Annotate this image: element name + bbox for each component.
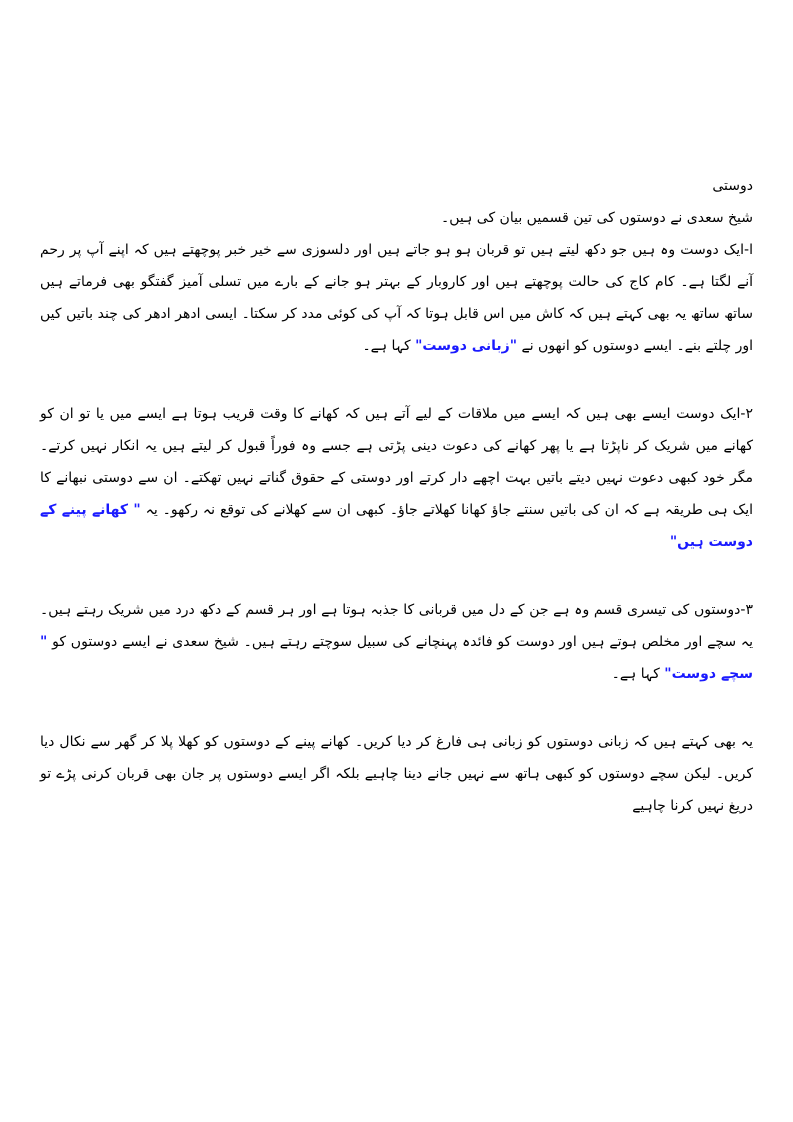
paragraph-2-text: ۲-ایک دوست ایسے بھی ہیں کہ ایسے میں ملاقات کے لیے آتے ہیں کہ کھانے کا وقت قریب ہوتا ہے ایسے میں یا تو ان کو کھانے میں شریک کر ناپڑتا ہے یا پھر کھانے کی دعوت دینی پڑتی ہے جسے وہ فوراً قبول کر لیتے ہیں یہ انکار نہیں کرتے۔ مگر خود کبھی دعوت نہیں دیتے باتیں بہت اچھے دار کرتے اور دوستی کے حقوق گناتے نہیں تھکتے۔ ان سے دوستی نبھانے کا ایک ہی طریقہ ہے کہ ان کی باتیں سنتے جاؤ کھانا کھلاتے جاؤ۔ کبھی ان سے کھلانے کی توقع نہ رکھو۔ یہ [40,406,753,518]
document-title: دوستی [712,178,753,194]
intro-line: شیخ سعدی نے دوستوں کی تین قسمیں بیان کی ہیں۔ [441,210,753,226]
highlight-sache-dost: " سچے دوست" [40,634,753,682]
paragraph-spacer [40,690,753,726]
paragraph-3-text: ۳-دوستوں کی تیسری قسم وہ ہے جن کے دل میں قربانی کا جذبہ ہوتا ہے اور ہر قسم کے دکھ درد میں شریک رہتے ہیں۔ یہ سچے اور مخلص ہوتے ہیں اور دوست کو فائدہ پہنچانے کی سبیل سوچتے رہتے ہیں۔ شیخ سعدی نے ایسے دوستوں کو [40,602,753,650]
document-body [40,170,753,822]
paragraph-spacer [40,558,753,594]
paragraph-1-suffix: کہا ہے۔ [362,338,416,354]
paragraph-3 [40,594,753,690]
paragraph-1 [40,234,753,362]
paragraph-1-text: ا-ایک دوست وہ ہیں جو دکھ لیتے ہیں تو قربان ہو ہو جاتے ہیں اور دلسوزی سے خیر خبر پوچھتے ہیں کہ اپنے آپ پر رحم آنے لگتا ہے۔ کام کاج کی حالت پوچھتے ہیں اور کاروبار کے بہتر ہو جانے کے بارے میں تسلی آمیز گفتگو بھی فرماتے ہیں ساتھ ساتھ یہ بھی کہتے ہیں کہ کاش میں اس قابل ہوتا کہ آپ کی کوئی مدد کر سکتا۔ ایسی ادھر ادھر کی چند باتیں کیں اور چلتے بنے۔ ایسے دوستوں کو انھوں نے [40,242,753,354]
paragraph-spacer [40,362,753,398]
paragraph-3-suffix: کہا ہے۔ [611,666,665,682]
paragraph-4: یہ بھی کہتے ہیں کہ زبانی دوستوں کو زبانی ہی فارغ کر دیا کریں۔ کھانے پینے کے دوستوں کو کھلا پلا کر گھر سے نکال دیا کریں۔ لیکن سچے دوستوں کو کبھی ہاتھ سے نہیں جانے دینا چاہیے بلکہ اگر ایسے دوستوں پر جان بھی قربان کرنی پڑے تو دریغ نہیں کرنا چاہیے [40,734,753,814]
paragraph-2 [40,398,753,558]
highlight-zabani-dost: "زبانی دوست" [415,338,518,354]
highlight-khane-peene-ke-dost: " کھانے پینے کے دوست ہیں" [40,502,753,550]
